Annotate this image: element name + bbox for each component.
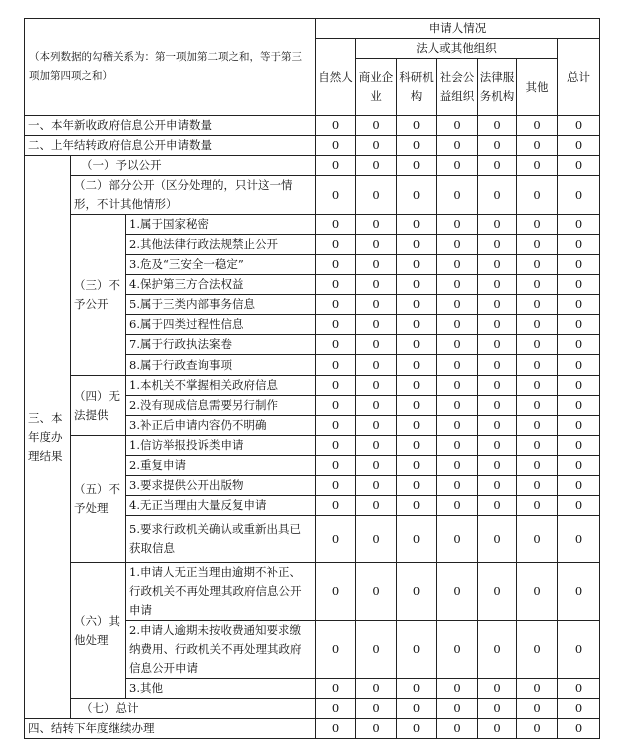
business-value: 0 xyxy=(356,416,397,436)
other-value: 0 xyxy=(517,516,558,563)
total-value: 0 xyxy=(558,476,600,496)
natural-person-value: 0 xyxy=(316,416,356,436)
research-value: 0 xyxy=(397,136,437,156)
social-value: 0 xyxy=(437,621,478,679)
social-value: 0 xyxy=(437,679,478,699)
total-value: 0 xyxy=(558,679,600,699)
legal-value: 0 xyxy=(478,295,517,315)
natural-person-value: 0 xyxy=(316,116,356,136)
business-value: 0 xyxy=(356,621,397,679)
other-value: 0 xyxy=(517,255,558,275)
row-label: 3.其他 xyxy=(126,679,316,699)
row-label: 5.属于三类内部事务信息 xyxy=(126,295,316,315)
row-label: 2.重复申请 xyxy=(126,456,316,476)
total-value: 0 xyxy=(558,136,600,156)
row-label: 3.补正后申请内容仍不明确 xyxy=(126,416,316,436)
social-value: 0 xyxy=(437,215,478,235)
other-value: 0 xyxy=(517,355,558,376)
social-value: 0 xyxy=(437,335,478,355)
other-value: 0 xyxy=(517,176,558,215)
natural-person-value: 0 xyxy=(316,255,356,275)
relation-note: （本列数据的勾稽关系为：第一项加第二项之和，等于第三项加第四项之和） xyxy=(25,19,316,116)
table-row xyxy=(25,436,600,456)
research-value: 0 xyxy=(397,255,437,275)
other-value: 0 xyxy=(517,275,558,295)
natural-person-value: 0 xyxy=(316,396,356,416)
other-value: 0 xyxy=(517,436,558,456)
research-value: 0 xyxy=(397,235,437,255)
social-value: 0 xyxy=(437,116,478,136)
total-value: 0 xyxy=(558,355,600,376)
other-value: 0 xyxy=(517,476,558,496)
other-value: 0 xyxy=(517,235,558,255)
row-label: （一）予以公开 xyxy=(71,156,316,176)
social-value: 0 xyxy=(437,156,478,176)
research-value: 0 xyxy=(397,176,437,215)
total-value: 0 xyxy=(558,215,600,235)
research-value: 0 xyxy=(397,156,437,176)
other-value: 0 xyxy=(517,456,558,476)
natural-person-value: 0 xyxy=(316,156,356,176)
social-header: 社会公益组织 xyxy=(437,59,478,116)
research-value: 0 xyxy=(397,436,437,456)
research-value: 0 xyxy=(397,516,437,563)
total-value: 0 xyxy=(558,719,600,739)
research-value: 0 xyxy=(397,275,437,295)
table-row xyxy=(25,215,600,235)
other-value: 0 xyxy=(517,719,558,739)
other-value: 0 xyxy=(517,679,558,699)
social-value: 0 xyxy=(437,416,478,436)
total-value: 0 xyxy=(558,275,600,295)
row-label: 2.其他法律行政法规禁止公开 xyxy=(126,235,316,255)
legal-value: 0 xyxy=(478,699,517,719)
other-value: 0 xyxy=(517,335,558,355)
applicant-header: 申请人情况 xyxy=(316,19,600,39)
research-value: 0 xyxy=(397,315,437,335)
research-value: 0 xyxy=(397,476,437,496)
legal-value: 0 xyxy=(478,621,517,679)
other-value: 0 xyxy=(517,215,558,235)
natural-person-value: 0 xyxy=(316,699,356,719)
natural-person-value: 0 xyxy=(316,335,356,355)
not-process-label: （五）不予处理 xyxy=(71,436,126,563)
business-value: 0 xyxy=(356,563,397,621)
natural-person-value: 0 xyxy=(316,136,356,156)
other-value: 0 xyxy=(517,295,558,315)
business-value: 0 xyxy=(356,436,397,456)
row-label: 4.无正当理由大量反复申请 xyxy=(126,496,316,516)
table-row xyxy=(25,719,600,739)
legal-value: 0 xyxy=(478,235,517,255)
legal-header: 法律服务机构 xyxy=(478,59,517,116)
business-value: 0 xyxy=(356,335,397,355)
natural-person-value: 0 xyxy=(316,496,356,516)
total-header: 总计 xyxy=(558,39,600,116)
other-value: 0 xyxy=(517,116,558,136)
legal-value: 0 xyxy=(478,416,517,436)
total-value: 0 xyxy=(558,235,600,255)
legal-value: 0 xyxy=(478,719,517,739)
social-value: 0 xyxy=(437,315,478,335)
row-label: 2.申请人逾期未按收费通知要求缴纳费用、行政机关不再处理其政府信息公开申请 xyxy=(126,621,316,679)
business-value: 0 xyxy=(356,275,397,295)
legal-value: 0 xyxy=(478,396,517,416)
research-value: 0 xyxy=(397,376,437,396)
row-label: （七）总计 xyxy=(71,699,316,719)
natural-person-value: 0 xyxy=(316,563,356,621)
legal-value: 0 xyxy=(478,456,517,476)
social-value: 0 xyxy=(437,563,478,621)
org-group-header: 法人或其他组织 xyxy=(356,39,558,59)
social-value: 0 xyxy=(437,376,478,396)
other-value: 0 xyxy=(517,699,558,719)
research-value: 0 xyxy=(397,215,437,235)
social-value: 0 xyxy=(437,476,478,496)
social-value: 0 xyxy=(437,295,478,315)
business-value: 0 xyxy=(356,116,397,136)
legal-value: 0 xyxy=(478,436,517,456)
natural-person-value: 0 xyxy=(316,516,356,563)
table-row xyxy=(25,563,600,621)
total-value: 0 xyxy=(558,315,600,335)
table-row xyxy=(25,116,600,136)
total-value: 0 xyxy=(558,516,600,563)
total-value: 0 xyxy=(558,456,600,476)
research-value: 0 xyxy=(397,295,437,315)
row-label: 3.要求提供公开出版物 xyxy=(126,476,316,496)
natural-person-value: 0 xyxy=(316,456,356,476)
social-value: 0 xyxy=(437,456,478,476)
row-label: 四、结转下年度继续办理 xyxy=(25,719,316,739)
research-value: 0 xyxy=(397,699,437,719)
natural-person-value: 0 xyxy=(316,295,356,315)
row-label: 1.申请人无正当理由逾期不补正、行政机关不再处理其政府信息公开申请 xyxy=(126,563,316,621)
research-value: 0 xyxy=(397,679,437,699)
legal-value: 0 xyxy=(478,275,517,295)
legal-value: 0 xyxy=(478,563,517,621)
research-value: 0 xyxy=(397,355,437,376)
row-label: 1.信访举报投诉类申请 xyxy=(126,436,316,456)
legal-value: 0 xyxy=(478,476,517,496)
natural-person-header: 自然人 xyxy=(316,39,356,116)
other-header: 其他 xyxy=(517,59,558,116)
research-value: 0 xyxy=(397,621,437,679)
business-value: 0 xyxy=(356,699,397,719)
natural-person-value: 0 xyxy=(316,679,356,699)
row-label: 5.要求行政机关确认或重新出具已获取信息 xyxy=(126,516,316,563)
other-value: 0 xyxy=(517,315,558,335)
legal-value: 0 xyxy=(478,516,517,563)
other-value: 0 xyxy=(517,563,558,621)
total-value: 0 xyxy=(558,563,600,621)
legal-value: 0 xyxy=(478,496,517,516)
natural-person-value: 0 xyxy=(316,436,356,456)
legal-value: 0 xyxy=(478,116,517,136)
research-value: 0 xyxy=(397,719,437,739)
row-label: （二）部分公开（区分处理的，只计这一情形，不计其他情形） xyxy=(71,176,316,215)
row-label: 7.属于行政执法案卷 xyxy=(126,335,316,355)
business-value: 0 xyxy=(356,156,397,176)
natural-person-value: 0 xyxy=(316,621,356,679)
legal-value: 0 xyxy=(478,136,517,156)
social-value: 0 xyxy=(437,255,478,275)
total-value: 0 xyxy=(558,255,600,275)
social-value: 0 xyxy=(437,436,478,456)
business-value: 0 xyxy=(356,376,397,396)
research-value: 0 xyxy=(397,396,437,416)
other-value: 0 xyxy=(517,496,558,516)
total-value: 0 xyxy=(558,621,600,679)
business-value: 0 xyxy=(356,355,397,376)
other-value: 0 xyxy=(517,376,558,396)
business-value: 0 xyxy=(356,215,397,235)
total-value: 0 xyxy=(558,416,600,436)
research-value: 0 xyxy=(397,335,437,355)
other-value: 0 xyxy=(517,396,558,416)
row-label: 一、本年新收政府信息公开申请数量 xyxy=(25,116,316,136)
business-value: 0 xyxy=(356,516,397,563)
natural-person-value: 0 xyxy=(316,719,356,739)
not-open-label: （三）不予公开 xyxy=(71,215,126,376)
business-value: 0 xyxy=(356,476,397,496)
research-value: 0 xyxy=(397,116,437,136)
natural-person-value: 0 xyxy=(316,176,356,215)
natural-person-value: 0 xyxy=(316,235,356,255)
total-value: 0 xyxy=(558,335,600,355)
business-value: 0 xyxy=(356,679,397,699)
business-value: 0 xyxy=(356,496,397,516)
legal-value: 0 xyxy=(478,355,517,376)
business-value: 0 xyxy=(356,255,397,275)
social-value: 0 xyxy=(437,275,478,295)
social-value: 0 xyxy=(437,699,478,719)
research-value: 0 xyxy=(397,456,437,476)
row-label: 2.没有现成信息需要另行制作 xyxy=(126,396,316,416)
legal-value: 0 xyxy=(478,679,517,699)
natural-person-value: 0 xyxy=(316,215,356,235)
total-value: 0 xyxy=(558,156,600,176)
total-value: 0 xyxy=(558,699,600,719)
row-label: 1.属于国家秘密 xyxy=(126,215,316,235)
table-row xyxy=(25,699,600,719)
disclosure-table xyxy=(24,18,600,739)
row-label: 二、上年结转政府信息公开申请数量 xyxy=(25,136,316,156)
table-row xyxy=(25,376,600,396)
other-value: 0 xyxy=(517,416,558,436)
social-value: 0 xyxy=(437,719,478,739)
business-value: 0 xyxy=(356,396,397,416)
table-row xyxy=(25,156,600,176)
business-value: 0 xyxy=(356,176,397,215)
other-value: 0 xyxy=(517,136,558,156)
natural-person-value: 0 xyxy=(316,315,356,335)
table-row xyxy=(25,136,600,156)
natural-person-value: 0 xyxy=(316,376,356,396)
row-label: 1.本机关不掌握相关政府信息 xyxy=(126,376,316,396)
total-value: 0 xyxy=(558,295,600,315)
natural-person-value: 0 xyxy=(316,476,356,496)
business-value: 0 xyxy=(356,315,397,335)
social-value: 0 xyxy=(437,235,478,255)
total-value: 0 xyxy=(558,176,600,215)
row-label: 3.危及“三安全一稳定” xyxy=(126,255,316,275)
legal-value: 0 xyxy=(478,376,517,396)
total-value: 0 xyxy=(558,396,600,416)
unable-label: （四）无法提供 xyxy=(71,376,126,436)
social-value: 0 xyxy=(437,136,478,156)
other-value: 0 xyxy=(517,621,558,679)
social-value: 0 xyxy=(437,176,478,215)
total-value: 0 xyxy=(558,496,600,516)
social-value: 0 xyxy=(437,496,478,516)
row-label: 6.属于四类过程性信息 xyxy=(126,315,316,335)
legal-value: 0 xyxy=(478,255,517,275)
natural-person-value: 0 xyxy=(316,275,356,295)
row-label: 8.属于行政查询事项 xyxy=(126,355,316,376)
total-value: 0 xyxy=(558,436,600,456)
research-header: 科研机构 xyxy=(397,59,437,116)
total-value: 0 xyxy=(558,116,600,136)
research-value: 0 xyxy=(397,496,437,516)
total-value: 0 xyxy=(558,376,600,396)
row-label: 4.保护第三方合法权益 xyxy=(126,275,316,295)
social-value: 0 xyxy=(437,516,478,563)
other-value: 0 xyxy=(517,156,558,176)
legal-value: 0 xyxy=(478,176,517,215)
natural-person-value: 0 xyxy=(316,355,356,376)
table-row xyxy=(25,176,600,215)
business-value: 0 xyxy=(356,456,397,476)
business-header: 商业企业 xyxy=(356,59,397,116)
other-process-label: （六）其他处理 xyxy=(71,563,126,699)
legal-value: 0 xyxy=(478,315,517,335)
business-value: 0 xyxy=(356,295,397,315)
legal-value: 0 xyxy=(478,156,517,176)
business-value: 0 xyxy=(356,136,397,156)
social-value: 0 xyxy=(437,396,478,416)
business-value: 0 xyxy=(356,235,397,255)
legal-value: 0 xyxy=(478,335,517,355)
legal-value: 0 xyxy=(478,215,517,235)
research-value: 0 xyxy=(397,416,437,436)
social-value: 0 xyxy=(437,355,478,376)
business-value: 0 xyxy=(356,719,397,739)
research-value: 0 xyxy=(397,563,437,621)
section3-label: 三、本年度办理结果 xyxy=(25,156,71,719)
